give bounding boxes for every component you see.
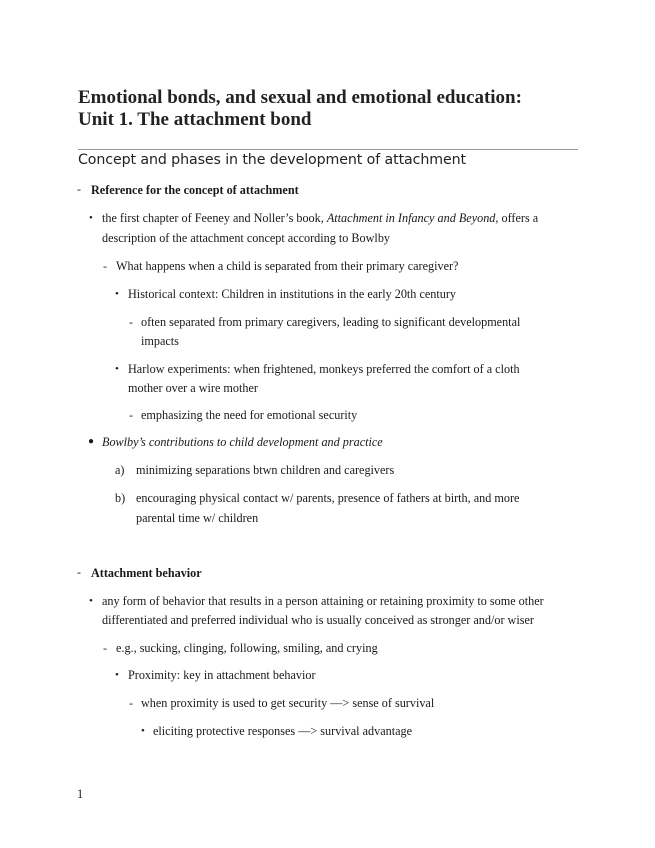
question-separation: What happens when a child is separated from their primary caregiver? (116, 259, 459, 273)
bullet1-line2: description of the attachment concept according to Bowlby (102, 231, 391, 245)
proximity: Proximity: key in attachment behavior (128, 668, 316, 682)
dash-marker: - (129, 315, 133, 329)
bullet-marker: • (115, 363, 119, 375)
dash-marker: - (103, 641, 107, 655)
dash-marker: - (129, 696, 133, 710)
title-divider (78, 149, 578, 150)
harlow-sub: emphasizing the need for emotional security (141, 408, 358, 422)
dash-marker: - (129, 408, 133, 422)
page-number: 1 (77, 787, 84, 801)
bowlby-contributions: Bowlby’s contributions to child development and practice (102, 435, 383, 449)
harlow-line1: Harlow experiments: when frightened, monkeys preferred the comfort of a cloth (128, 362, 520, 376)
list-marker-b: b) (115, 491, 126, 505)
bullet1-pre: the first chapter of Feeney and Noller’s book, (102, 211, 327, 225)
dash-marker: - (77, 565, 81, 579)
proximity-sub-sub: eliciting protective responses —> survival advantage (153, 724, 413, 738)
filled-bullet-marker: ● (88, 436, 95, 447)
historical-context: Historical context: Children in institutions in the early 20th century (128, 287, 456, 301)
list-marker-a: a) (115, 463, 125, 477)
dash-marker: - (77, 182, 81, 196)
definition-line2: differentiated and preferred individual who is usually conceived as stronger and/or wiser (102, 613, 534, 627)
bullet-marker: • (115, 288, 119, 300)
list-item-b-line1: encouraging physical contact w/ parents, presence of fathers at birth, and more (136, 491, 520, 505)
list-item-b-line2: parental time w/ children (136, 511, 259, 525)
page-title-line-1: Emotional bonds, and sexual and emotional education: (78, 87, 522, 108)
page-title-line-2: Unit 1. The attachment bond (78, 109, 312, 130)
historical-sub-line1: often separated from primary caregivers, leading to significant developmental (141, 315, 521, 329)
section1-heading: Reference for the concept of attachment (91, 183, 299, 197)
historical-sub-line2: impacts (141, 334, 179, 348)
bullet-marker: • (89, 595, 93, 607)
harlow-line2: mother over a wire mother (128, 381, 258, 395)
section-subheading: Concept and phases in the development of attachment (78, 152, 466, 168)
bullet-marker: • (141, 725, 145, 737)
bullet-marker: • (115, 669, 119, 681)
section2-heading: Attachment behavior (91, 566, 202, 580)
examples: e.g., sucking, clinging, following, smiling, and crying (116, 641, 378, 655)
bullet-marker: • (89, 212, 93, 224)
proximity-sub: when proximity is used to get security —> sense of survival (141, 696, 435, 710)
list-item-a: minimizing separations btwn children and caregivers (136, 463, 395, 477)
bullet1-post: , offers a (495, 211, 539, 225)
definition-line1: any form of behavior that results in a person attaining or retaining proximity to some other (102, 594, 544, 608)
bullet1-line1 (102, 209, 538, 227)
book-title: Attachment in Infancy and Beyond (326, 211, 496, 225)
dash-marker: - (103, 259, 107, 273)
